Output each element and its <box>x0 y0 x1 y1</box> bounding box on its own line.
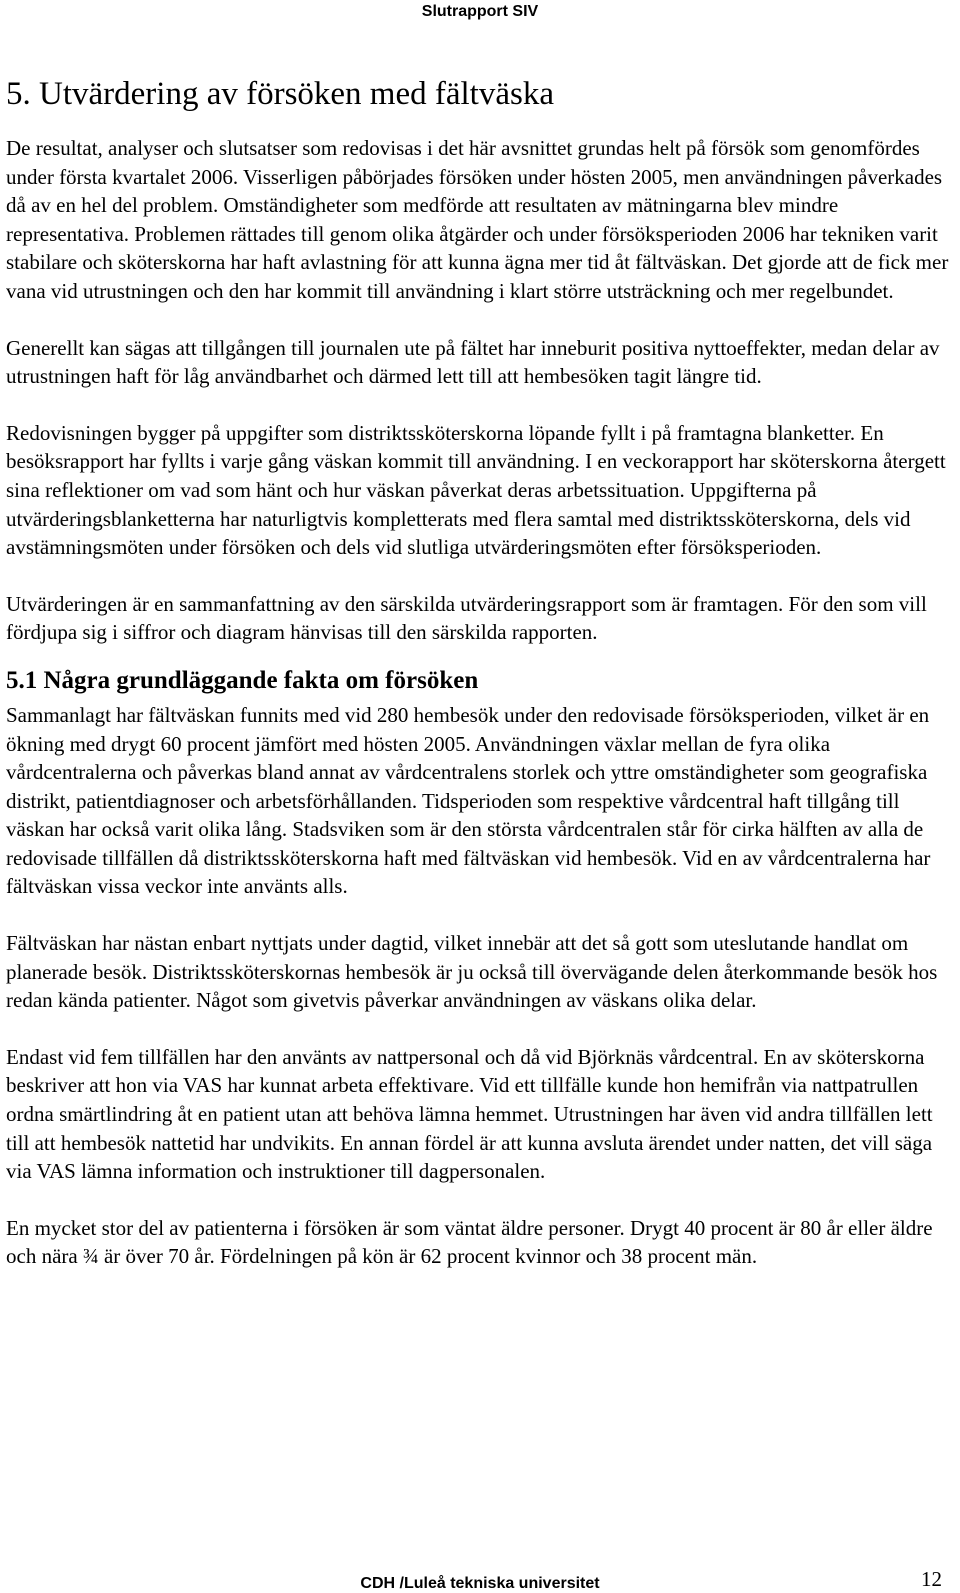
paragraph-subsection-3: Endast vid fem tillfällen har den använts av nattpersonal och då vid Björknäs vårdcentral. En av sköterskorna beskriver att hon via VAS har kunnat arbeta effektivare. Vid ett tillfälle kunde hon hemifrån via nattpatrullen ordna smärtlindring åt en patient utan att behöva lämna hemmet. Utrustningen har även vid andra tillfällen lett till att hembesök nattetid har undvikits. En annan fördel är att kunna avsluta ärendet under natten, det vill säga via VAS lämna information och instruktioner till dagpersonalen. <box>6 1044 933 1184</box>
footer-institution: CDH /Luleå tekniska universitet <box>360 1575 600 1592</box>
paragraph-section-2: Generellt kan sägas att tillgången till journalen ute på fältet har inneburit positiva nyttoeffekter, medan delar av utrustningen haft för låg användbarhet och därmed lett till att hembesöken tagit längre tid. <box>6 335 940 389</box>
running-title: Slutrapport SIV <box>421 3 539 20</box>
subsection-heading: 5.1 Några grundläggande fakta om försöken <box>6 666 479 694</box>
running-header <box>0 0 960 22</box>
section-heading: 5. Utvärdering av försöken med fältväska <box>6 76 554 112</box>
paragraph-section-3: Redovisningen bygger på uppgifter som distriktssköterskorna löpande fyllt i på framtagna blanketter. En besöksrapport har fyllts i varje gång väskan kommit till användning. I en veckorapport har sköterskorna återgett sina reflektioner om vad som hänt och hur väskan påverkat deras arbetssituation. Uppgifterna på utvärderingsblanketterna har naturligtvis kompletterats med flera samtal med distriktssköterskorna, dels vid avstämningsmöten under försöken och dels vid slutliga utvärderingsmöten efter försöksperioden. <box>6 420 946 560</box>
page-footer <box>0 1561 960 1592</box>
paragraph-subsection-2: Fältväskan har nästan enbart nyttjats under dagtid, vilket innebär att det så gott som uteslutande handlat om planerade besök. Distriktssköterskornas hembesök är ju också till övervägande delen återkommande besök hos redan kända patienter. Något som givetvis påverkar användningen av väskans olika delar. <box>6 931 938 1013</box>
paragraph-section-1: De resultat, analyser och slutsatser som redovisas i det här avsnittet grundas helt på försök som genomfördes under första kvartalet 2006. Visserligen påbörjades försöken under hösten 2005, men användningen påverkades då av en hel del problem. Omständigheter som medförde att resultaten av mätningarna blev mindre representativa. Problemen rättades till genom olika åtgärder och under försöksperioden 2006 har tekniken varit stabilare och sköterskorna har haft avlastning för att kunna ägna mer tid åt fältväskan. Det gjorde att de fick mer vana vid utrustningen och den har kommit till användning i klart större utsträckning och mer regelbundet. <box>6 136 949 303</box>
page-number: 12 <box>921 1567 942 1591</box>
paragraph-section-4: Utvärderingen är en sammanfattning av den särskilda utvärderingsrapport som är framtagen. För den som vill fördjupa sig i siffror och diagram hänvisas till den särskilda rapporten. <box>6 591 927 645</box>
paragraph-subsection-4: En mycket stor del av patienterna i försöken är som väntat äldre personer. Drygt 40 procent är 80 år eller äldre och nära ¾ är över 70 år. Fördelningen på kön är 62 procent kvinnor och 38 procent män. <box>6 1215 933 1269</box>
paragraph-subsection-1: Sammanlagt har fältväskan funnits med vid 280 hembesök under den redovisade försöksperioden, vilket är en ökning med drygt 60 procent jämfört med hösten 2005. Användningen växlar mellan de fyra olika vårdcentralerna och påverkas bland annat av vårdcentralens storlek och yttre omständigheter som geografiska distrikt, patientdiagnoser och arbetsförhållanden. Tidsperioden som respektive vårdcentral haft tillgång till väskan har också varit olika lång. Stadsviken som är den största vårdcentralen står för cirka hälften av alla de redovisade tillfällen då distriktssköterskorna haft med fältväskan vid hembesök. Vid en av vårdcentralerna har fältväskan vissa veckor inte använts alls. <box>6 702 931 899</box>
page-body <box>6 74 952 1299</box>
